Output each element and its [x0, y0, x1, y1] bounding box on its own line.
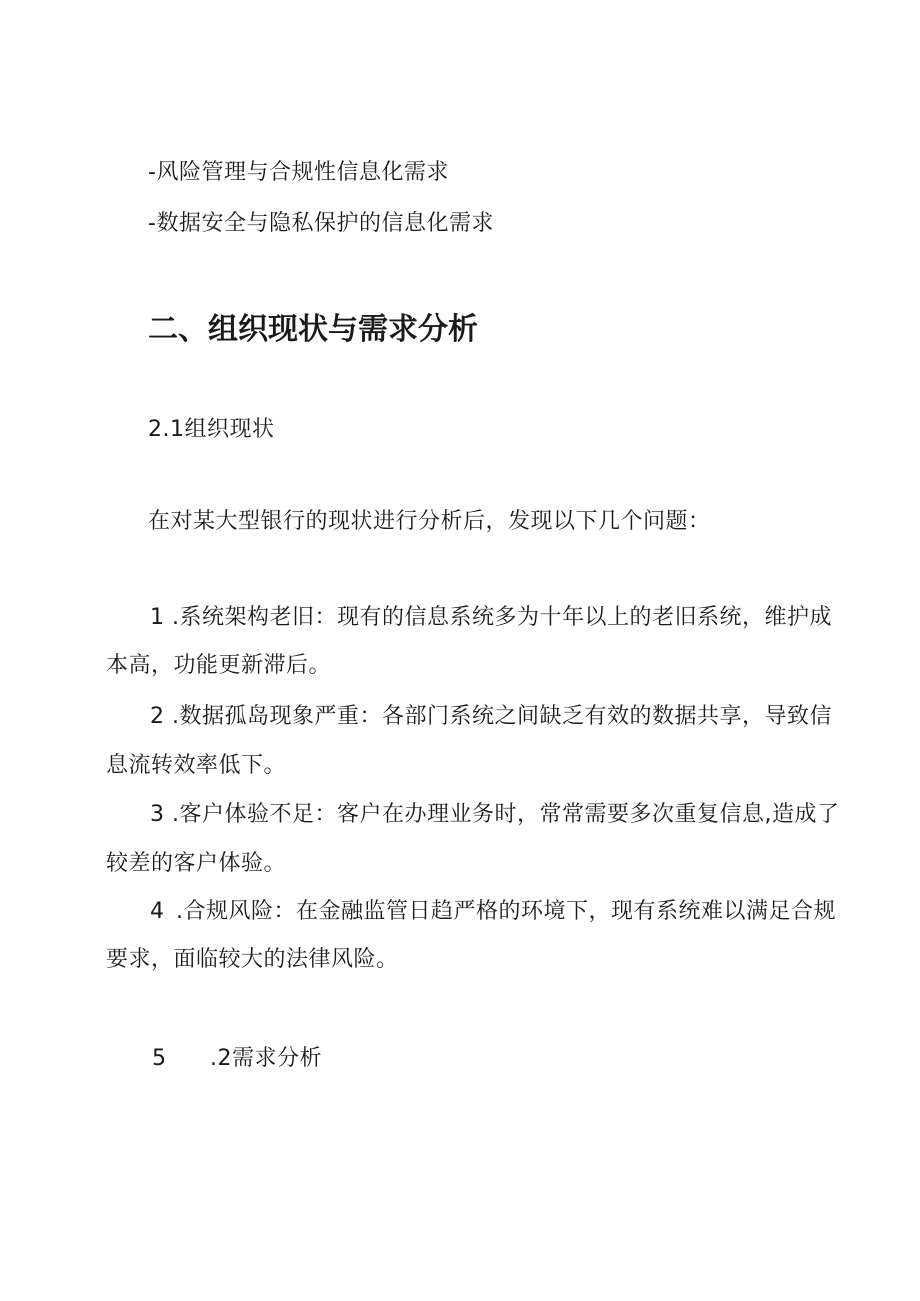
list-item-text: .客户体验不足：客户在办理业务时，常常需要多次重复信息,造成了	[172, 802, 840, 827]
list-item-number: 2	[150, 704, 165, 729]
list-item-4-line-1	[150, 897, 836, 927]
list-item-4-line-2: 要求，面临较大的法律风险。	[106, 947, 399, 972]
list-item-number: 1	[150, 605, 165, 630]
list-item-3-line-1	[150, 800, 840, 830]
list-item-text: .合规风险：在金融监管日趋严格的环境下，现有系统难以满足合规	[176, 899, 836, 924]
list-item-2-line-2: 息流转效率低下。	[106, 753, 287, 778]
bullet-risk-compliance: -风险管理与合规性信息化需求	[148, 160, 449, 185]
list-item-1-line-1	[150, 603, 832, 633]
list-item-number: 3	[150, 802, 165, 827]
list-item-3-line-2: 较差的客户体验。	[106, 851, 287, 876]
subsection-heading-current-state: 2.1组织现状	[148, 417, 275, 442]
list-item-1-line-2: 本高，功能更新滞后。	[106, 653, 332, 678]
bullet-data-security: -数据安全与隐私保护的信息化需求	[148, 211, 494, 236]
section-heading: 二、组织现状与需求分析	[148, 312, 478, 347]
intro-paragraph: 在对某大型银行的现状进行分析后，发现以下几个问题：	[148, 509, 711, 534]
list-item-text: .数据孤岛现象严重：各部门系统之间缺乏有效的数据共享，导致信	[172, 704, 832, 729]
subsection-title: .2需求分析	[210, 1046, 322, 1071]
list-item-2-line-1	[150, 702, 832, 732]
list-item-text: .系统架构老旧：现有的信息系统多为十年以上的老旧系统，维护成	[172, 605, 832, 630]
subsection-heading-requirements	[152, 1044, 322, 1074]
subsection-number: 5	[152, 1046, 167, 1071]
list-item-number: 4	[150, 899, 165, 924]
